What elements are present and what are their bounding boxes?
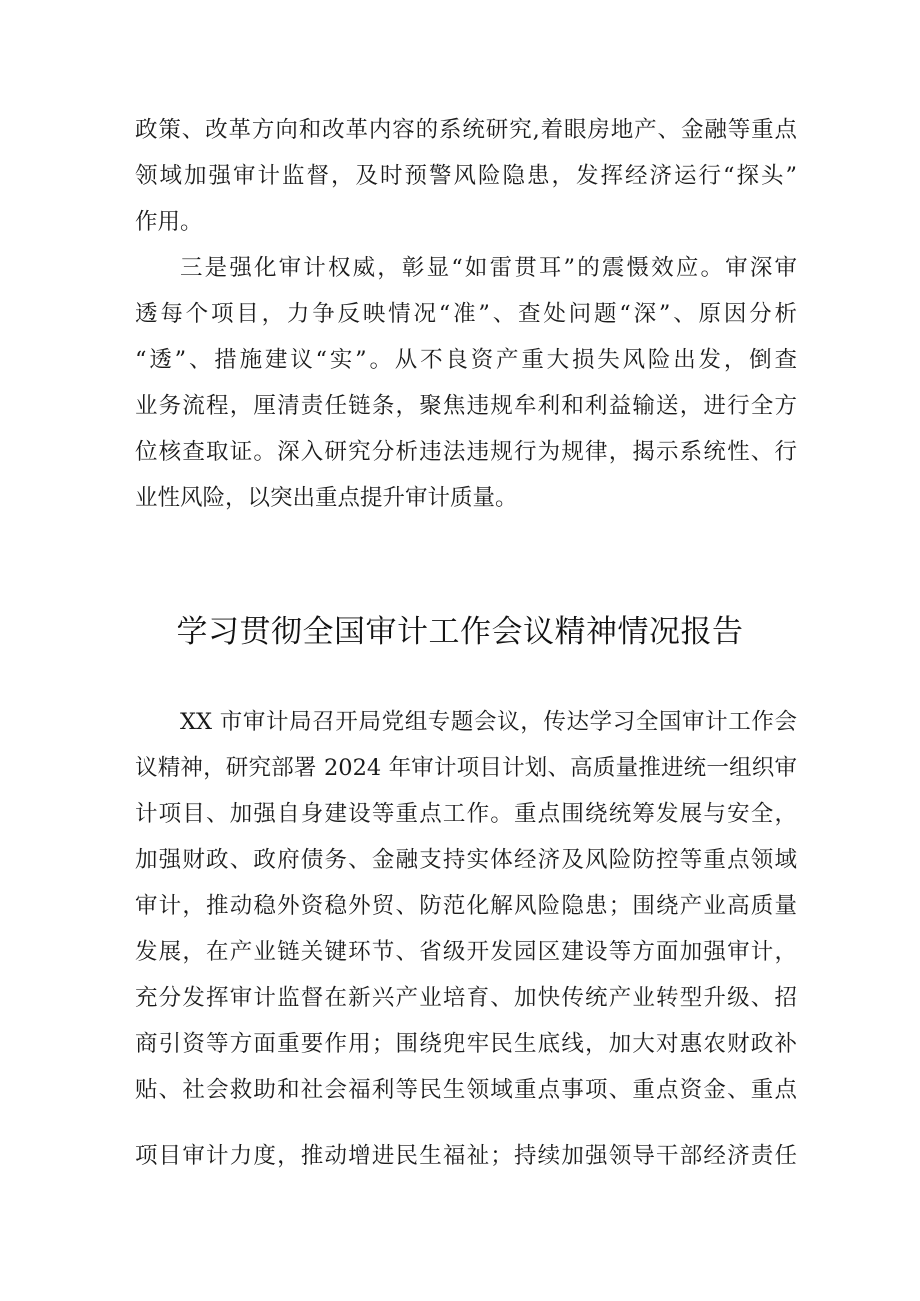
text-line: XX 市审计局召开局党组专题会议，传达学习全国审计工作会	[180, 709, 797, 735]
text-line: 商引资等方面重要作用；围绕兜牢民生底线，加大对惠农财政补	[135, 1031, 797, 1057]
text-line: 作用。	[135, 209, 203, 235]
text-line: 三是强化审计权威，彰显“如雷贯耳”的震慑效应。审深审	[180, 255, 797, 281]
text-line: 政策、改革方向和改革内容的系统研究,着眼房地产、金融等重点	[135, 117, 797, 143]
text-line: 透每个项目，力争反映情况“准”、查处问题“深”、原因分析	[135, 301, 797, 327]
text-line: 充分发挥审计监督在新兴产业培育、加快传统产业转型升级、招	[135, 985, 797, 1011]
report-heading: 学习贯彻全国审计工作会议精神情况报告	[176, 614, 744, 650]
text-line: 贴、社会救助和社会福利等民生领域重点事项、重点资金、重点	[135, 1077, 797, 1103]
text-line: 领域加强审计监督，及时预警风险隐患，发挥经济运行“探头”	[135, 163, 797, 189]
text-line: 计项目、加强自身建设等重点工作。重点围绕统筹发展与安全，	[135, 801, 797, 827]
text-line: 业务流程，厘清责任链条，聚焦违规牟利和利益输送，进行全方	[135, 393, 797, 419]
text-line: 项目审计力度，推动增进民生福祉；持续加强领导干部经济责任	[135, 1143, 797, 1169]
text-line: 议精神，研究部署 2024 年审计项目计划、高质量推进统一组织审	[135, 755, 797, 781]
text-line: “透”、措施建议“实”。从不良资产重大损失风险出发，倒查	[135, 347, 797, 373]
text-line: 发展，在产业链关键环节、省级开发园区建设等方面加强审计，	[135, 939, 797, 965]
text-line: 加强财政、政府债务、金融支持实体经济及风险防控等重点领域	[135, 847, 797, 873]
text-line: 审计，推动稳外资稳外贸、防范化解风险隐患；围绕产业高质量	[135, 893, 797, 919]
text-line: 位核查取证。深入研究分析违法违规行为规律，揭示系统性、行	[135, 439, 797, 465]
text-line: 业性风险，以突出重点提升审计质量。	[135, 485, 518, 511]
